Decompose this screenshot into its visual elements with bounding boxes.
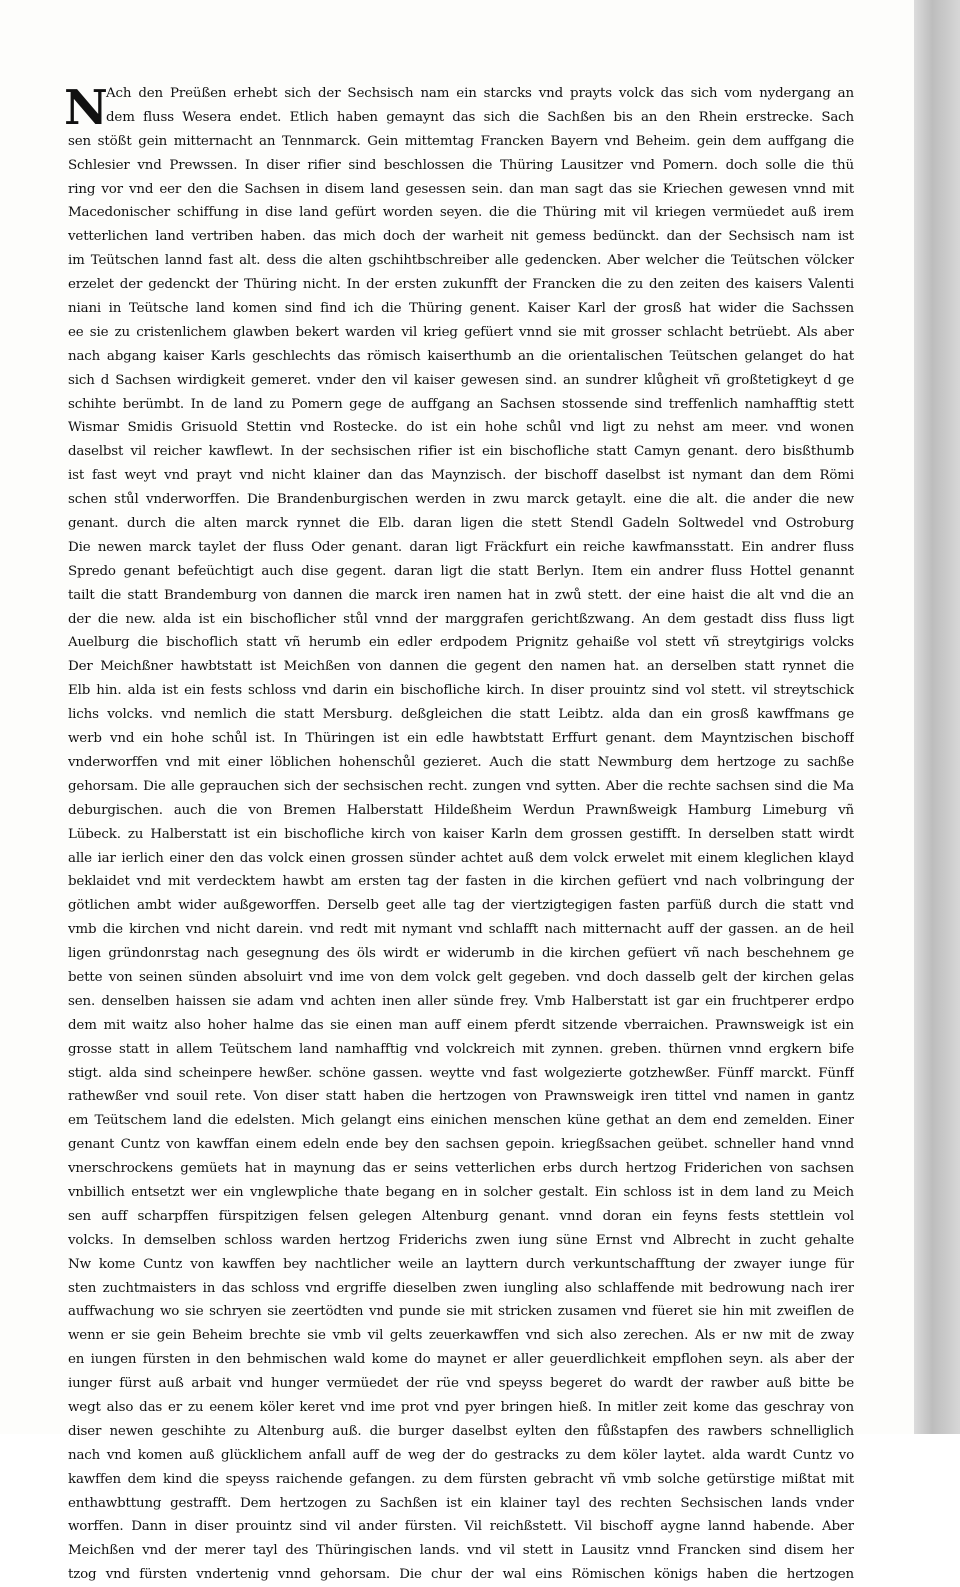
text-line: werb vnd ein hohe schůl ist. In Thüringen ist ein edle hawbtstatt Erffurt genant. dem Mayntzischen bischoff: [68, 731, 854, 747]
text-line: Meichßen vnd der merer tayl des Thüringischen lands. vnd vil stett in Lausitz vnnd Francken sind disem her: [68, 1543, 854, 1559]
text-line: iunger fürst auß arbait vnd hunger vermüedet der rüe vnd speyss begeret do wardt der rawber auß bitte be: [68, 1376, 854, 1392]
text-line: stigt. alda sind scheinpere hewßer. schöne gassen. weytte vnd fast wolgezierte gotzhewßer. Fünff marckt. Fünff: [68, 1065, 854, 1081]
text-line: em Teütschem land die edelsten. Mich gelangt eins einichen menschen küne gethat an dem end zemelden. Einer: [68, 1113, 854, 1129]
text-line: worffen. Dann in diser prouintz sind vil ander fürsten. Vil reichßstett. Vil bischoff aygne lannd habende. Aber: [68, 1519, 854, 1535]
text-line: nach abgang kaiser Karls geschlechts das römisch kaiserthumb an die orientalischen Teütschen gelanget do hat: [68, 348, 854, 364]
text-line: ring vor vnd eer den die Sachsen in disem land gesessen sein. dan man sagt das sie Kriechen gewesen vnnd mit: [68, 181, 854, 197]
text-line: Wismar Smidis Grisuold Stettin vnd Rostecke. do ist ein hohe schůl vnd ligt zu nehst am meer. vnd wonen: [68, 420, 854, 436]
text-line: Macedonischer schiffung in dise land gefürt worden seyen. die die Thüring mit vil kriegen vermüedet auß irem: [68, 205, 854, 221]
text-line: bette von seinen sünden absoluirt vnd ime von dem volck gelt gegeben. vnd doch dasselb gelt der kirchen gelas: [68, 969, 854, 985]
text-line: ligen gründonrstag nach gesegnung des öls wirdt er widerumb in die kirchen gefüert vñ nach beschehnem ge: [68, 946, 854, 962]
text-line: sten zuchtmaisters in das schloss vnd ergriffe dieselben zwen iungling also schlaffende mit bedrowung nach irer: [68, 1280, 854, 1296]
text-line: daselbst vil reicher kawflewt. In der sechsischen rifier ist ein bischofliche statt Camyn genant. dero bisßthumb: [68, 444, 854, 460]
text-line: wenn er sie gein Beheim brechte sie vmb vil gelts zeuerkawffen vnd sich also zerechen. Als er nw mit de zway: [68, 1328, 854, 1344]
text-line: Auelburg die bischoflich statt vñ herumb ein edler erdpodem Prignitz gehaiße vol stett vñ streytgirigs volcks: [68, 635, 854, 651]
text-line: der die new. alda ist ein bischoflicher stůl vnnd der marggrafen gerichtßzwang. An dem gestadt diss fluss ligt: [68, 611, 854, 627]
text-line: sen auff scharpffen fürspitzigen felsen gelegen Altenburg genant. vnnd doran ein feyns fests stettlein vol: [68, 1208, 854, 1224]
text-line: vetterlichen land vertriben haben. das mich doch der warheit nit gemess bedünckt. dan der Sechsisch nam ist: [68, 229, 854, 245]
text-line: Lübeck. zu Halberstatt ist ein bischofliche kirch von kaiser Karln dem grossen gestifft. In derselben statt wirdt: [68, 826, 854, 842]
text-line: diser newen geschihte zu Altenburg auß. die burger daselbst eylten den fůßstapfen des rawbers schnelliglich: [68, 1423, 854, 1439]
text-line: Spredo genant befeüchtigt auch dise gegent. daran ligt die statt Berlyn. Item ein andrer fluss Hottel genannt: [68, 563, 854, 579]
text-line: tailt die statt Brandemburg von dannen die marck iren namen hat in zwů stett. der eine haist die alt vnd die an: [68, 587, 854, 603]
text-line: schen stůl vnderworffen. Die Brandenburgischen werden in zwu marck getaylt. eine die alt. die ander die new: [68, 492, 854, 508]
text-line: alle iar ierlich einer den das volck einen grossen sünder achtet auß dem volck erwelet mit einem kleglichen klayd: [68, 850, 854, 866]
text-line: vnbillich entsetzt wer ein vnglewpliche thate begang en in solcher gestalt. Ein schloss ist in dem land zu Meich: [68, 1184, 854, 1200]
text-line: en iungen fürsten in den behmischen wald kome do maynet er aller geuerdlichkeit empflohen seyn. als aber der: [68, 1352, 854, 1368]
text-line: niani in Teütsche land komen sind find ich die Thüring genent. Kaiser Karl der grosß hat wider die Sachssen: [68, 301, 854, 317]
text-line: sich d Sachsen wirdigkeit gemeret. vnder den vil kaiser gewesen sind. an sundrer klůgheit vñ großtetigkeyt d ge: [68, 372, 854, 388]
text-line: dem mit waitz also hoher halme das sie einen man auff einem pferdt sitzende vberraichen. Prawnsweigk ist ein: [68, 1017, 854, 1033]
text-line: lichs volcks. vnd nemlich die statt Mersburg. deßgleichen die statt Leibtz. alda dan ein grosß kawffmans ge: [68, 707, 854, 723]
text-line: kawffen dem kind die speyss raichende gefangen. zu dem fürsten gebracht vñ vmb solche getürstige mißtat mit: [68, 1471, 854, 1487]
text-line: Ach den Preüßen erhebt sich der Sechsisch nam ein starcks vnd prayts volck das sich vom nydergang an: [106, 86, 854, 101]
text-line: dem fluss Wesera endet. Etlich haben gemaynt das sich die Sachßen bis an den Rhein erstrecke. Sach: [106, 109, 854, 125]
text-line: im Teütschen lannd fast alt. dess die alten gschihtbschreiber alle gedencken. Aber welcher die Teütschen völcker: [68, 253, 854, 269]
drop-cap-initial: N: [64, 80, 108, 136]
text-line: nach vnd komen auß glücklichem anfall auff de weg der do gestracks zu dem köler laytet. alda wardt Cuntz vo: [68, 1447, 854, 1463]
text-line: sen. denselben haissen sie adam vnd achten inen aller sünde frey. Vmb Halberstatt ist gar ein fruchtperer erdpo: [68, 993, 854, 1009]
text-line: schihte berümbt. In de land zu Pomern gege de auffgang an Sachsen stossende sind treffenlich namhafftig stett: [68, 396, 854, 412]
text-line: volcks. In demselben schloss warden hertzog Friderichs zwen iung süne Ernst vnd Albrecht in zucht gehalte: [68, 1232, 854, 1248]
text-line: deburgischen. auch die von Bremen Halberstatt Hildeßheim Werdun Prawnßweigk Hamburg Limeburg vñ: [68, 802, 854, 818]
text-line: wegt also das er zu eenem köler keret vnd ime prot vnd pyer bringen hieß. In mitler zeit kome das geschray von: [68, 1399, 854, 1415]
text-line: Nw kome Cuntz von kawffen bey nachtlicher weile an layttern durch verkuntschafftung der zwayer iunge für: [68, 1256, 854, 1272]
book-gutter-shadow: [914, 0, 960, 1434]
text-line: ee sie zu cristenlichem glawben bekert warden vil krieg gefüert vnnd sie mit grosser schlacht betrüebt. Als aber: [68, 324, 854, 340]
text-line: Die newen marck taylet der fluss Oder genant. daran ligt Fräckfurt ein reiche kawfmansstatt. Ein andrer fluss: [68, 539, 854, 555]
text-line: vnderworffen vnd mit einer löblichen hohenschůl gezieret. Auch die statt Newmburg dem hertzoge zu sachße: [68, 754, 854, 770]
text-line: grosse statt in allem Teütschem land namhafftig vnd volckreich mit zynnen. greben. thürnen vnnd ergkern bife: [68, 1041, 854, 1057]
text-line: enthawbttung gestrafft. Dem hertzogen zu Sachßen ist ein klainer tayl des rechten Sechsischen lands vnder: [68, 1495, 854, 1511]
text-line: vnerschrockens gemüets hat in maynung das er seins vetterlichen erbs durch hertzog Friderichen von sachsen: [68, 1161, 854, 1177]
text-line: rathewßer vnd souil rete. Von diser statt haben die hertzogen von Prawnsweigk iren tittel vnd namen in gantz: [68, 1089, 854, 1105]
text-line: Schlesier vnd Prewssen. In diser rifier sind beschlossen die Thüring Lausitzer vnd Pomern. doch solle die thü: [68, 157, 854, 173]
text-line: gehorsam. Die alle geprauchen sich der sechsischen recht. zungen vnd sytten. Aber die rechte sachsen sind die Ma: [68, 778, 854, 794]
text-line: erzelet der gedenckt der Thüring nicht. In der ersten zukunfft der Francken die zu den zeiten des kaisers Valenti: [68, 277, 854, 293]
text-line: genant. durch die alten marck rynnet die Elb. daran ligen die stett Stendl Gadeln Soltwedel vnd Ostroburg: [68, 516, 854, 532]
text-line: vmb die kirchen vnd nicht darein. vnd redt mit nymant vnd schlafft nach mitternacht auff der gassen. an de heil: [68, 922, 854, 938]
text-line: götlichen ambt wider außgeworffen. Derselb geet alle tag der viertzigtegigen fasten parfüß durch die statt vnd: [68, 898, 854, 914]
body-text: [64, 80, 854, 1587]
text-line: sen stößt gein mitternacht an Tennmarck. Gein mittemtag Francken Bayern vnd Beheim. gein dem auffgang die: [68, 133, 854, 149]
text-line: Elb hin. alda ist ein fests schloss vnd darin ein bischofliche kirch. In diser prouintz sind vol stett. vil streytschick: [68, 683, 854, 699]
text-line: auffwachung wo sie schryen sie zeertödten vnd punde sie mit stricken zusamen vnd füeret sie hin mit zweiflen de: [68, 1304, 854, 1320]
text-line: tzog vnd fürsten vndertenig vnnd gehorsam. Die chur der wal eins Römischen königs haben die hertzogen: [68, 1567, 854, 1583]
text-line: genant Cuntz von kawffan einem edeln ende bey den sachsen gepoin. kriegßsachen geübet. schneller hand vnnd: [68, 1137, 854, 1153]
text-line: beklaidet vnd mit verdecktem hawbt am ersten tag der fasten in die kirchen gefüert vnd nach volbringung der: [68, 874, 854, 890]
text-line: ist fast weyt vnd prayt vnd nicht klainer dan das Maynzisch. der bischoff daselbst ist nymant dan dem Römi: [68, 468, 854, 484]
text-line: Der Meichßner hawbtstatt ist Meichßen von dannen die gegent den namen hat. an derselben statt rynnet die: [68, 659, 854, 675]
